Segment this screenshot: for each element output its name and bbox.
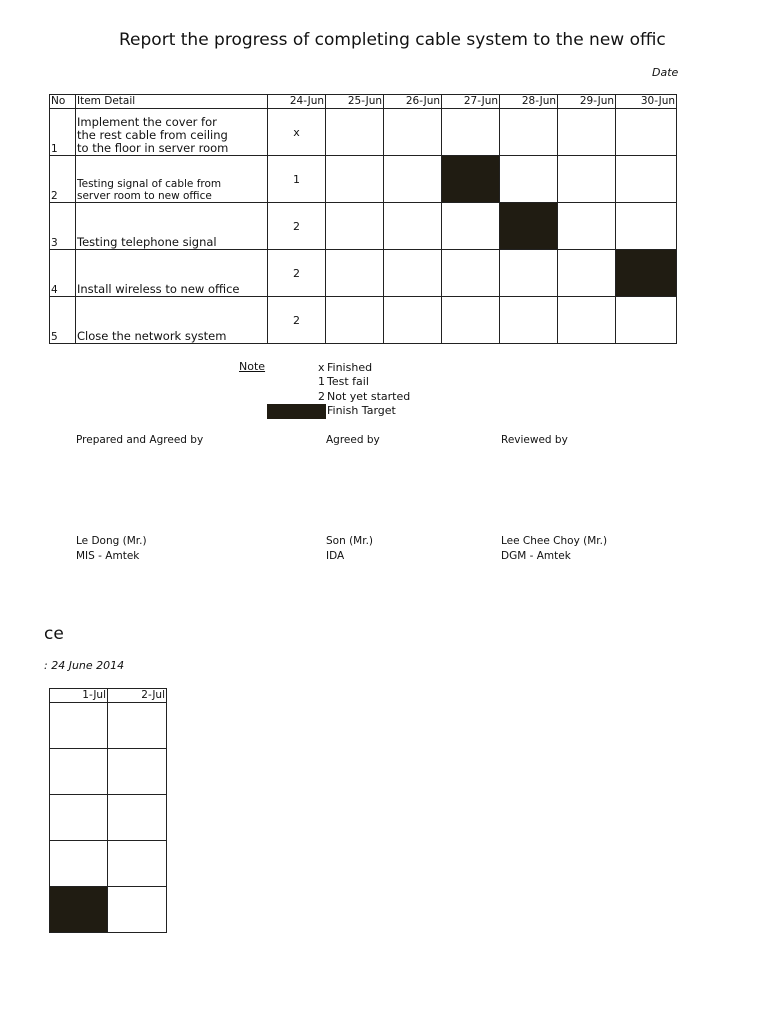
header-date: 30-Jun (616, 95, 677, 109)
signature-role: Reviewed by (501, 434, 568, 446)
schedule-cell (558, 250, 616, 297)
schedule-cell (500, 156, 558, 203)
date-label: Date (652, 66, 679, 79)
row-number: 2 (50, 156, 76, 203)
legend-symbol: 2 (318, 390, 325, 403)
table-row (50, 795, 167, 841)
item-detail-line: the rest cable from ceiling (77, 128, 228, 142)
header-date: 1-Jul (50, 689, 108, 703)
row-number: 5 (50, 297, 76, 344)
schedule-cell (442, 203, 500, 250)
note-label: Note (239, 360, 266, 373)
legend-text: Test fail (327, 375, 369, 388)
schedule-cell (500, 297, 558, 344)
table-row (50, 703, 167, 749)
item-detail (76, 250, 268, 297)
schedule-cell (500, 109, 558, 156)
continued-table (49, 688, 167, 933)
item-detail-line: to the floor in server room (77, 141, 229, 155)
legend-text: Finished (327, 361, 373, 374)
schedule-cell (326, 250, 384, 297)
status-mark: 2 (268, 203, 326, 250)
item-detail-line: Testing signal of cable from (77, 178, 222, 190)
signature-org: DGM - Amtek (501, 550, 571, 562)
schedule-cell (558, 203, 616, 250)
table-row (50, 841, 167, 887)
schedule-cell (384, 250, 442, 297)
finish-target-cell (616, 250, 677, 297)
schedule-cell (108, 795, 167, 841)
schedule-cell (558, 156, 616, 203)
report-title: Report the progress of completing cable system to the new offic (119, 30, 666, 50)
schedule-cell (108, 841, 167, 887)
signature-org: MIS - Amtek (76, 550, 140, 562)
table-row (50, 203, 677, 250)
schedule-cell (616, 156, 677, 203)
table-header-row (50, 95, 677, 109)
header-date: 26-Jun (384, 95, 442, 109)
finish-target-cell (500, 203, 558, 250)
schedule-cell (326, 109, 384, 156)
header-date: 2-Jul (108, 689, 167, 703)
signature-role: Prepared and Agreed by (76, 434, 204, 446)
schedule-cell (384, 156, 442, 203)
table-row (50, 749, 167, 795)
continued-date-fragment: : 24 June 2014 (44, 659, 125, 672)
schedule-cell (442, 250, 500, 297)
status-mark: 2 (268, 297, 326, 344)
signature-role: Agreed by (326, 434, 380, 446)
table-row (50, 156, 677, 203)
schedule-cell (326, 203, 384, 250)
item-detail (76, 109, 268, 156)
status-mark: 2 (268, 250, 326, 297)
item-detail-line: Close the network system (77, 329, 227, 343)
continued-title-fragment: ce (44, 624, 64, 644)
finish-target-cell (50, 887, 108, 933)
signature-org: IDA (326, 550, 345, 562)
schedule-cell (50, 703, 108, 749)
finish-target-cell (442, 156, 500, 203)
header-date: 29-Jun (558, 95, 616, 109)
schedule-cell (616, 297, 677, 344)
schedule-cell (50, 841, 108, 887)
legend-symbol: x (318, 361, 325, 374)
signature-name: Son (Mr.) (326, 535, 374, 547)
schedule-cell (558, 297, 616, 344)
table-row (50, 250, 677, 297)
schedule-cell (442, 109, 500, 156)
schedule-cell (442, 297, 500, 344)
schedule-cell (616, 203, 677, 250)
item-detail-line: Testing telephone signal (77, 235, 217, 249)
schedule-cell (616, 109, 677, 156)
status-mark: 1 (268, 156, 326, 203)
table-row (50, 887, 167, 933)
schedule-cell (108, 887, 167, 933)
schedule-cell (326, 156, 384, 203)
item-detail-line: Install wireless to new office (77, 282, 240, 296)
table-row (50, 297, 677, 344)
item-detail-line: server room to new office (77, 190, 212, 202)
header-item-detail: Item Detail (76, 95, 268, 109)
row-number: 1 (50, 109, 76, 156)
schedule-cell (384, 297, 442, 344)
legend-text: Not yet started (327, 390, 411, 403)
table-row (50, 109, 677, 156)
header-no: No (50, 95, 76, 109)
item-detail (76, 297, 268, 344)
header-date: 27-Jun (442, 95, 500, 109)
schedule-cell (326, 297, 384, 344)
legend-target-swatch (267, 404, 326, 419)
header-date: 28-Jun (500, 95, 558, 109)
schedule-cell (50, 795, 108, 841)
legend-symbol: 1 (318, 375, 325, 388)
schedule-cell (384, 109, 442, 156)
legend-text: Finish Target (327, 404, 396, 417)
row-number: 4 (50, 250, 76, 297)
schedule-cell (108, 703, 167, 749)
schedule-cell (108, 749, 167, 795)
item-detail-line: Implement the cover for (77, 115, 217, 129)
header-date: 24-Jun (268, 95, 326, 109)
schedule-cell (50, 749, 108, 795)
schedule-cell (500, 250, 558, 297)
item-detail (76, 156, 268, 203)
row-number: 3 (50, 203, 76, 250)
header-date: 25-Jun (326, 95, 384, 109)
signature-name: Lee Chee Choy (Mr.) (501, 535, 608, 547)
progress-table (49, 94, 677, 344)
schedule-cell (384, 203, 442, 250)
signature-name: Le Dong (Mr.) (76, 535, 147, 547)
item-detail (76, 203, 268, 250)
table-header-row (50, 689, 167, 703)
status-mark: x (268, 109, 326, 156)
schedule-cell (558, 109, 616, 156)
